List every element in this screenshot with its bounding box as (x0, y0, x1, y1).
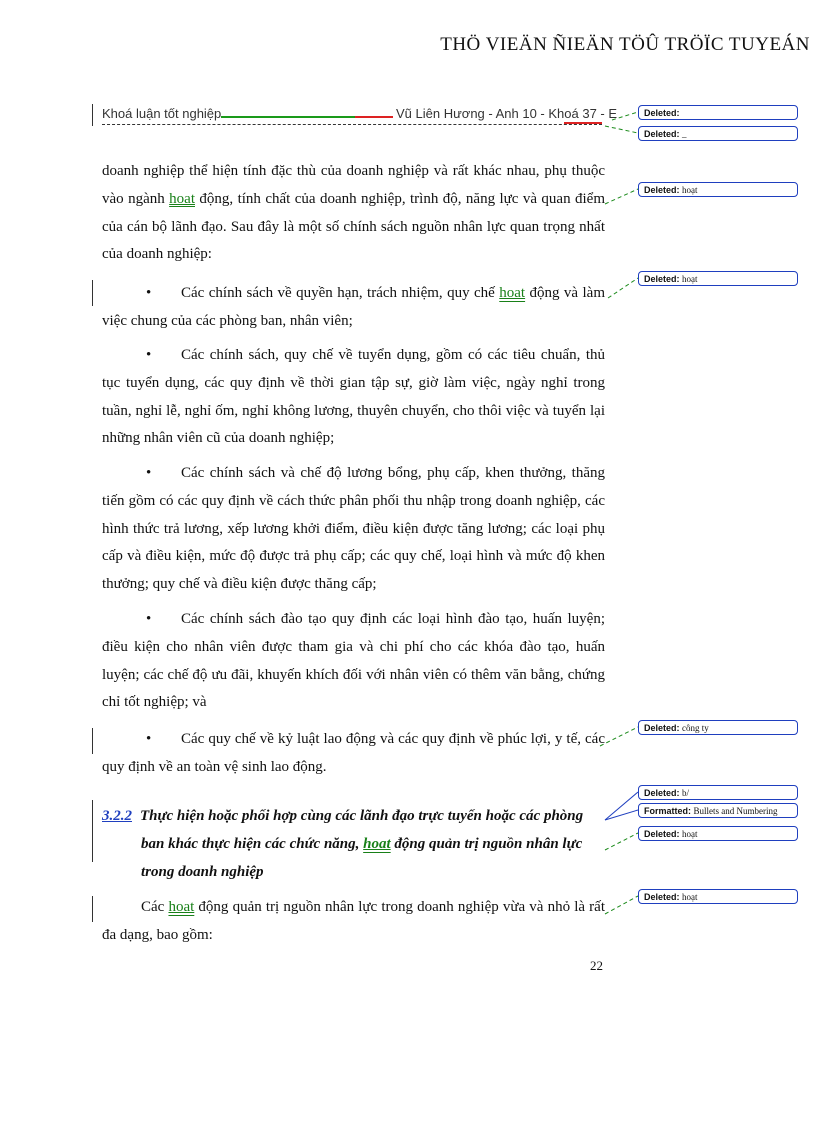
balloon-value: hoạt (682, 274, 698, 284)
balloon-label: Deleted: (644, 788, 680, 798)
bullet-icon: • (146, 347, 152, 363)
bullet-icon: • (146, 285, 152, 301)
heading-line: trong doanh nghiệp (141, 864, 264, 880)
leader-line (608, 278, 638, 298)
watermark-title: THÖ VIEÄN ÑIEÄN TÖÛ TRÖÏC TUYEÁN (440, 34, 810, 55)
revision-balloon[interactable] (638, 126, 798, 141)
running-header-left: Khoá luận tốt nghiệp (102, 106, 222, 121)
heading-line: động quản trị nguồn nhân lực (390, 836, 583, 852)
leader-line (600, 727, 638, 746)
inserted-text: hoat (168, 899, 195, 915)
revision-balloon[interactable] (638, 803, 798, 818)
balloon-value: công ty (682, 723, 709, 733)
text-run: doanh nghiệp thể hiện tính đặc thù của doanh nghiệp và rất khác nhau, phụ thuộc vào ngành (102, 163, 605, 207)
inserted-text: hoat (499, 285, 526, 301)
revision-balloon[interactable] (638, 105, 798, 120)
revision-balloon[interactable] (638, 271, 798, 286)
balloon-value: _ (682, 129, 687, 139)
text-run: động quản trị nguồn nhân lực trong doanh nghiệp vừa và nhỏ là rất đa dạng, bao gồm: (102, 899, 606, 943)
revision-balloon[interactable] (638, 785, 798, 800)
balloon-label: Deleted: (644, 129, 680, 139)
inserted-text: hoat (363, 836, 391, 852)
leader-line (605, 126, 638, 133)
bullet-icon: • (146, 465, 152, 481)
leader-line (605, 189, 638, 204)
inserted-text: hoat (169, 190, 195, 207)
text-run: động, tính chất của doanh nghiệp, trình độ, năng lực và quan điểm của cán bộ lãnh đạo. Sau đây là một số chính sách nguồn nhân lực quan trọng nhất của doanh nghiệp: (102, 190, 605, 263)
revision-balloon[interactable] (638, 889, 798, 904)
leader-line (605, 896, 638, 914)
revision-balloon[interactable] (638, 720, 798, 735)
leader-line (605, 792, 638, 820)
balloon-label: Deleted: (644, 723, 680, 733)
balloon-label: Deleted: (644, 274, 680, 284)
text-run: Các chính sách, quy chế về tuyển dụng, gồm có các tiêu chuẩn, thủ tục tuyển dụng, các quy định về thời gian tập sự, giờ làm việc, ngày nghỉ trong tuần, nghỉ lễ, nghỉ ốm, nghỉ không lương, thuyên chuyển, cho thôi việc và tuyển lại những nhân viên cũ của doanh nghiệp; (102, 347, 605, 447)
heading-line: ban khác thực hiện các chức năng, (141, 836, 364, 852)
text-run: Các chính sách và chế độ lương bổng, phụ cấp, khen thưởng, thăng tiến gồm có các quy định về cách thức phân phối thu nhập trong doanh nghiệp, các hình thức trả lương, xếp lương khởi điểm, điều kiện được tăng lương; các loại phụ cấp và điều kiện, mức độ được trả phụ cấp; các quy chế, loại hình và mức độ khen thưởng; quy chế và điều kiện được thăng cấp; (102, 465, 605, 593)
running-header-right: Vũ Liên Hương - Anh 10 - Khoá 37 - E (396, 106, 618, 121)
bullet-icon: • (146, 611, 152, 627)
balloon-value: hoạt (682, 185, 698, 195)
bullet-icon: • (146, 731, 152, 747)
leader-line (605, 833, 638, 850)
heading-number[interactable]: 3.2.2 (102, 808, 132, 824)
text-run: Các quy chế về kỷ luật lao động và các quy định về phúc lợi, y tế, các quy định về an toàn vệ sinh lao động. (102, 731, 605, 775)
revision-balloon[interactable] (638, 182, 798, 197)
text-run: Các chính sách đào tạo quy định các loại hình đào tạo, huấn luyện; điều kiện cho nhân viên được tham gia và chi phí cho các khóa đào tạo, huấn luyện; các chế độ ưu đãi, khuyến khích đối với nhân viên có thêm văn bằng, chứng chỉ tốt nghiệp; và (102, 611, 605, 711)
balloon-label: Deleted: (644, 108, 680, 118)
text-run: động và làm việc chung của các phòng ban, nhân viên; (102, 285, 606, 329)
balloon-label: Formatted: (644, 806, 691, 816)
balloon-label: Deleted: (644, 892, 680, 902)
heading-line: Thực hiện hoặc phối hợp cùng các lãnh đạo trực tuyến hoặc các phòng (140, 808, 584, 824)
balloon-label: Deleted: (644, 829, 680, 839)
leader-line (612, 112, 638, 120)
page-number: 22 (590, 958, 603, 973)
leader-line (605, 810, 638, 820)
balloon-label: Deleted: (644, 185, 680, 195)
text-run: Các (141, 899, 169, 915)
revision-balloon[interactable] (638, 826, 798, 841)
balloon-value: hoạt (682, 892, 698, 902)
balloon-value: hoạt (682, 829, 698, 839)
balloon-value: Bullets and Numbering (693, 806, 778, 816)
balloon-value: b/ (682, 788, 690, 798)
text-run: Các chính sách về quyền hạn, trách nhiệm, quy chế (181, 285, 500, 301)
